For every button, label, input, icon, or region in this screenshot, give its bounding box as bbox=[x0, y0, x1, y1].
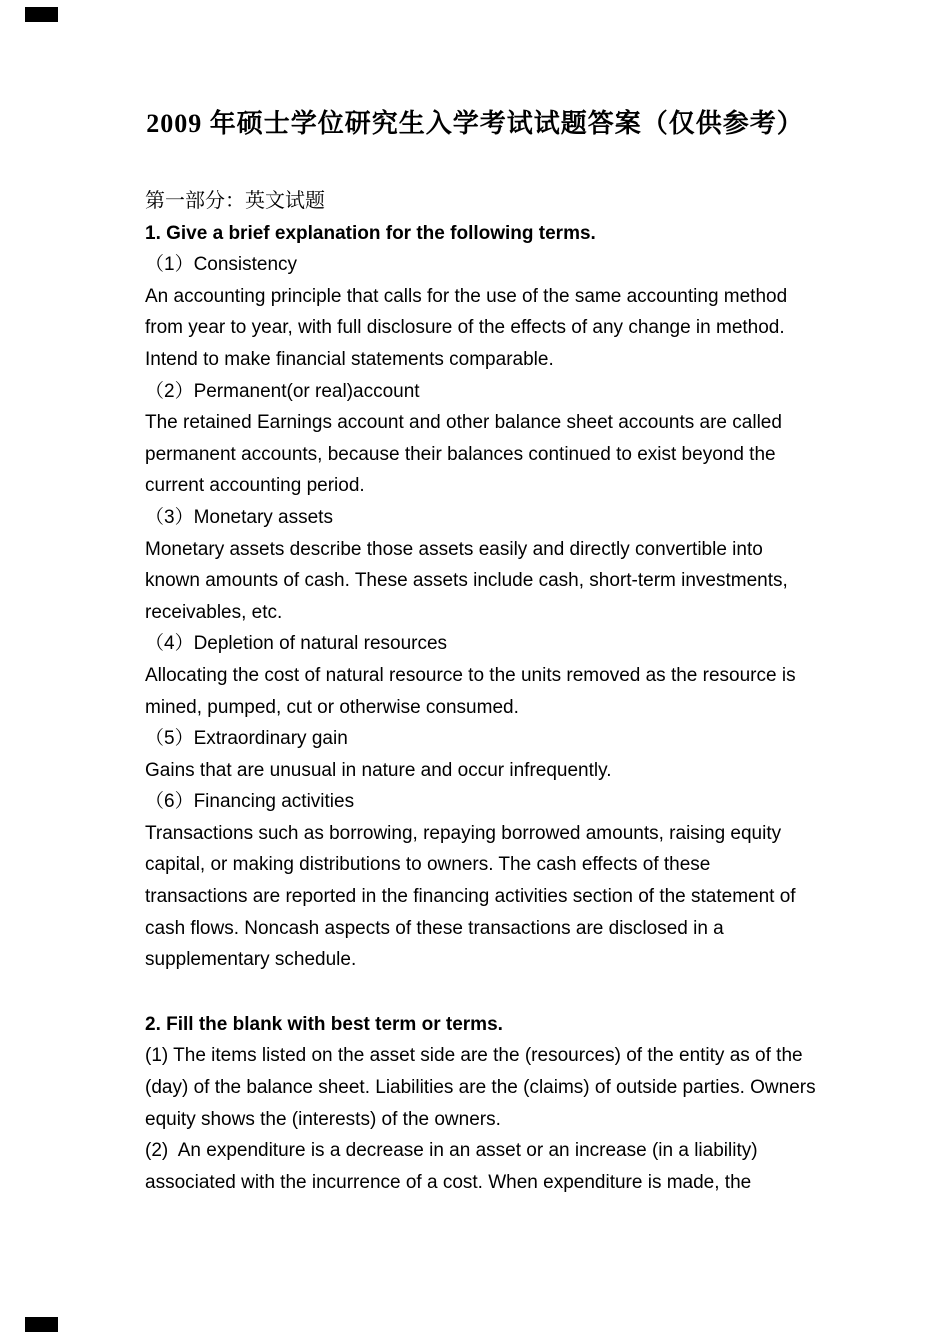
term-explanation: The retained Earnings account and other balance sheet accounts are called permanent accounts, because their balances continued to exist beyond the current accounting period. bbox=[145, 412, 788, 497]
term-heading: （2）Permanent(or real)account bbox=[145, 380, 420, 402]
section-2-heading: 2. Fill the blank with best term or terms. bbox=[145, 1013, 503, 1035]
part-heading: 第一部分：英文试题 bbox=[145, 190, 325, 212]
term-explanation: An accounting principle that calls for the use of the same accounting method from year to year, with full disclosure of the effects of any change in method. Intend to make financial statements comparable. bbox=[145, 285, 796, 370]
fill-blank-item: (2) An expenditure is a decrease in an asset or an increase (in a liability) associated with the incurrence of a cost. When expenditure is made, the bbox=[145, 1140, 763, 1193]
term-heading: （4）Depletion of natural resources bbox=[145, 633, 448, 655]
term-heading: （3）Monetary assets bbox=[145, 506, 333, 528]
fill-blank-item: (1) The items listed on the asset side are the (resources) of the entity as of the (day) of the balance sheet. Liabilities are the (claims) of outside parties. Owners equity shows the (interests) of the owners. bbox=[145, 1045, 827, 1130]
scan-mark-top-left bbox=[25, 7, 58, 22]
document-title: 2009 年硕士学位研究生入学考试试题答案（仅供参考） bbox=[146, 109, 804, 138]
term-heading: （6）Financing activities bbox=[145, 791, 355, 813]
term-explanation: Allocating the cost of natural resource to the units removed as the resource is mined, pumped, cut or otherwise consumed. bbox=[145, 664, 801, 718]
document-body bbox=[145, 186, 827, 1198]
term-explanation: Transactions such as borrowing, repaying borrowed amounts, raising equity capital, or making distributions to owners. The cash effects of these transactions are reported in the financing activities section of the statement of cash flows. Noncash aspects of these transactions are disclosed in a supplementary schedule. bbox=[145, 822, 801, 971]
term-explanation: Gains that are unusual in nature and occur infrequently. bbox=[145, 759, 612, 781]
section-1-heading: 1. Give a brief explanation for the following terms. bbox=[145, 222, 596, 244]
scan-mark-bottom-left bbox=[25, 1317, 58, 1332]
term-heading: （1）Consistency bbox=[145, 254, 298, 276]
term-explanation: Monetary assets describe those assets easily and directly convertible into known amounts of cash. These assets include cash, short-term investments, receivables, etc. bbox=[145, 538, 794, 623]
term-heading: （5）Extraordinary gain bbox=[145, 728, 348, 750]
